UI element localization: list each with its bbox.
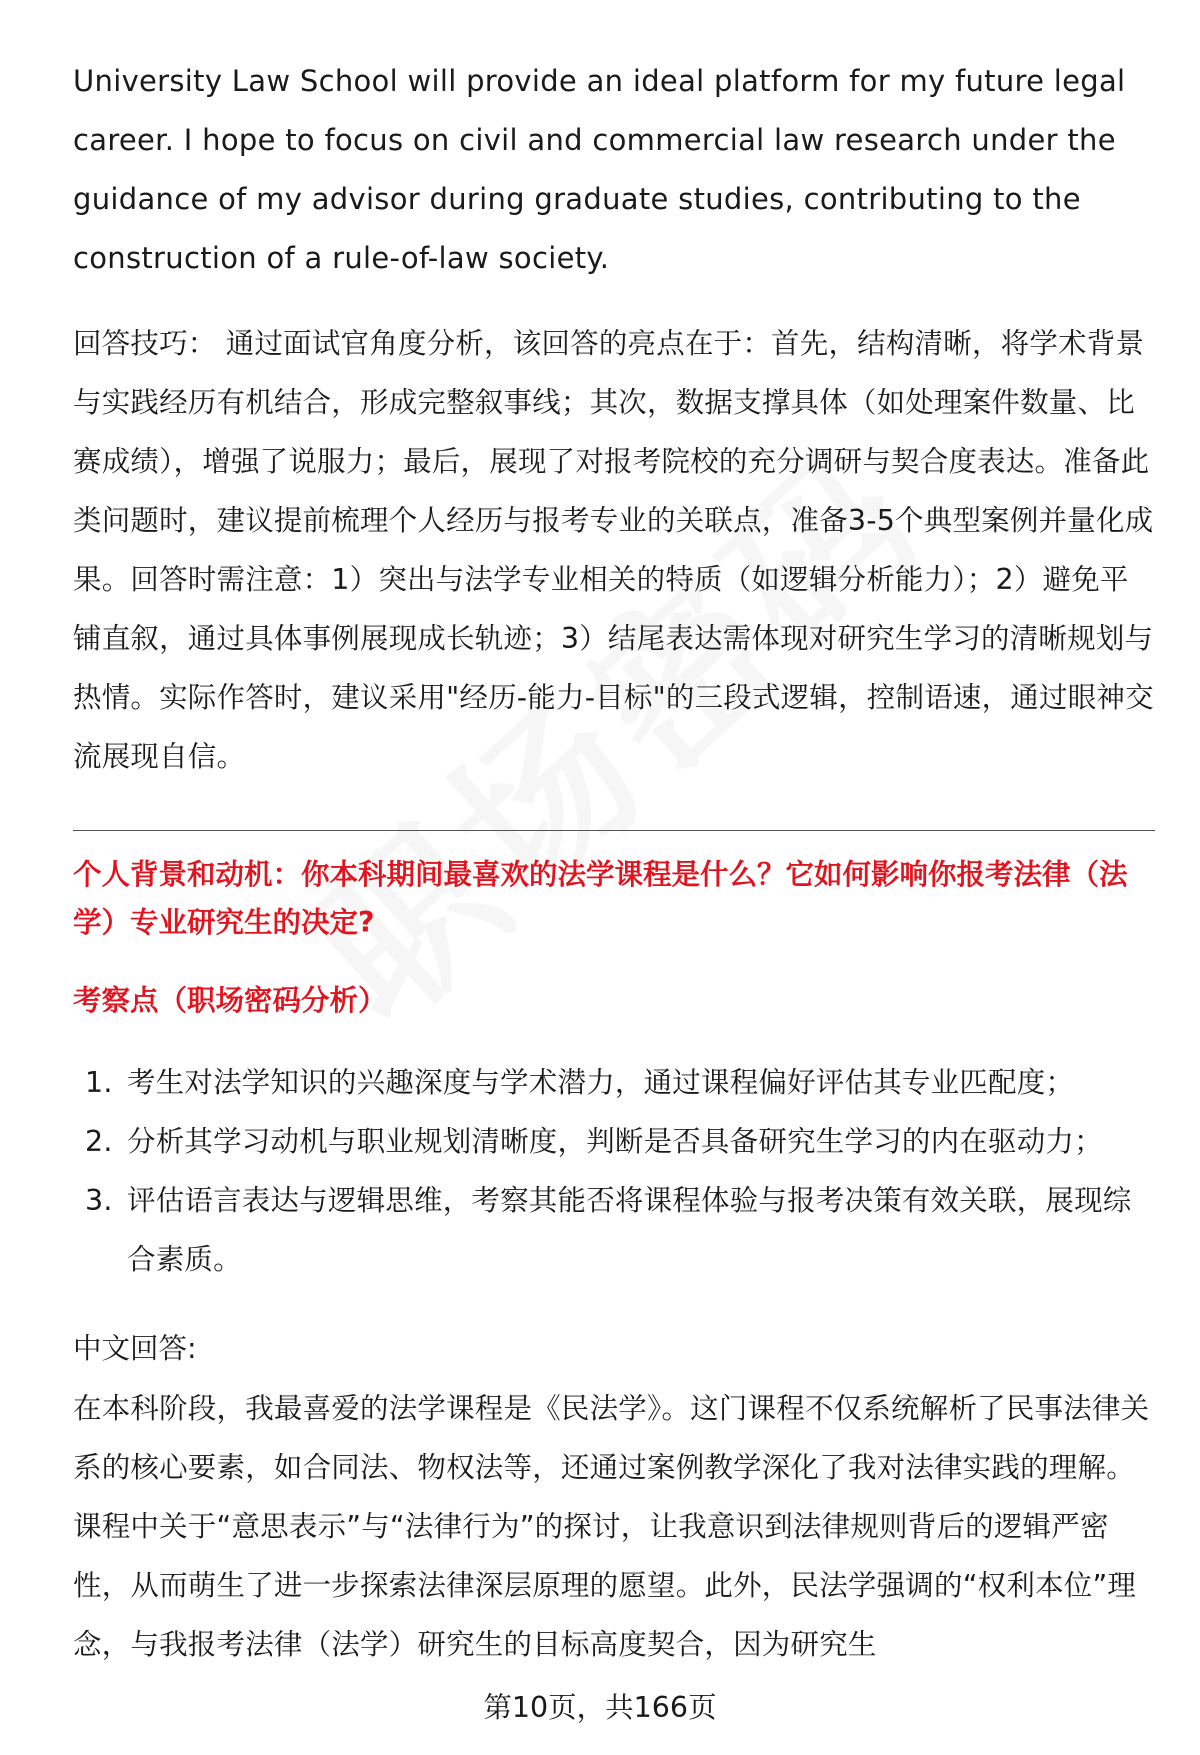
answer-paragraph: 在本科阶段，我最喜爱的法学课程是《民法学》。这门课程不仅系统解析了民事法律关系的核心要素，如合同法、物权法等，还通过案例教学深化了我对法律实践的理解。课程中关于“意思表示”与“法律行为”的探讨，让我意识到法律规则背后的逻辑严密性，从而萌生了进一步探索法律深层原理的愿望。此外，民法学强调的“权利本位”理念，与我报考法律（法学）研究生的目标高度契合，因为研究生 bbox=[73, 1392, 1150, 1661]
list-item-text: 评估语言表达与逻辑思维，考察其能否将课程体验与报考决策有效关联，展现综合素质。 bbox=[127, 1184, 1132, 1276]
question-heading: 个人背景和动机：你本科期间最喜欢的法学课程是什么？它如何影响你报考法律（法学）专业研究生的决定? bbox=[73, 858, 1128, 939]
document-page bbox=[73, 52, 1155, 1674]
list-item-number: 1. bbox=[85, 1066, 113, 1099]
intro-english-paragraph: University Law School will provide an ideal platform for my future legal career. I hope to focus on civil and commercial law research under the guidance of my advisor during graduate studies, contributing to the construction of a rule-of-law society. bbox=[73, 64, 1126, 275]
list-item bbox=[73, 1112, 1155, 1171]
list-item-number: 3. bbox=[85, 1184, 113, 1217]
list-item bbox=[73, 1053, 1155, 1112]
list-item bbox=[73, 1171, 1155, 1289]
section-divider bbox=[73, 830, 1155, 831]
answer-tips-paragraph: 回答技巧： 通过面试官角度分析，该回答的亮点在于：首先，结构清晰，将学术背景与实践经历有机结合，形成完整叙事线；其次，数据支撑具体（如处理案件数量、比赛成绩），增强了说服力；最后，展现了对报考院校的充分调研与契合度表达。准备此类问题时，建议提前梳理个人经历与报考专业的关联点，准备3-5个典型案例并量化成果。回答时需注意：1）突出与法学专业相关的特质（如逻辑分析能力）；2）避免平铺直叙，通过具体事例展现成长轨迹；3）结尾表达需体现对研究生学习的清晰规划与热情。实际作答时，建议采用"经历-能力-目标"的三段式逻辑，控制语速，通过眼神交流展现自信。 bbox=[73, 327, 1154, 773]
page-number-footer: 第10页，共166页 bbox=[483, 1691, 717, 1724]
list-item-text: 分析其学习动机与职业规划清晰度，判断是否具备研究生学习的内在驱动力； bbox=[127, 1125, 1103, 1158]
answer-label: 中文回答: bbox=[73, 1332, 197, 1365]
list-item-number: 2. bbox=[85, 1125, 113, 1158]
assessment-heading: 考察点（职场密码分析） bbox=[73, 984, 387, 1017]
assessment-list bbox=[73, 1053, 1155, 1289]
list-item-text: 考生对法学知识的兴趣深度与学术潜力，通过课程偏好评估其专业匹配度； bbox=[127, 1066, 1075, 1099]
